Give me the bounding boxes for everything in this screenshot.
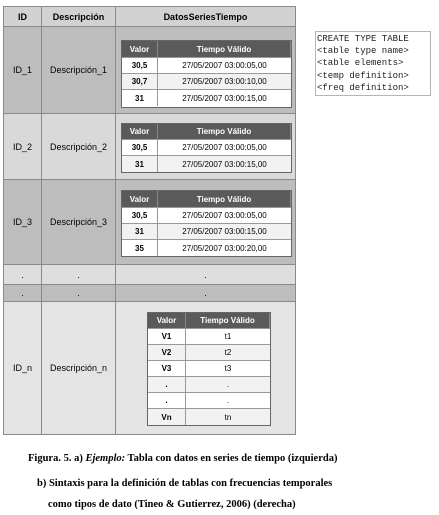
header-id: ID	[4, 7, 42, 26]
series-time: t1	[224, 332, 232, 341]
series-value: 35	[122, 240, 158, 256]
series-row	[122, 208, 291, 224]
series-cell	[116, 180, 295, 264]
series-time: 27/05/2007 03:00:15,00	[182, 159, 267, 169]
inner-header-row	[122, 124, 291, 140]
row-description: Descripción_3	[42, 180, 116, 264]
series-time: t3	[224, 364, 232, 373]
row-description: .	[42, 265, 116, 284]
series-row	[148, 393, 270, 409]
figure-caption-line-3: como tipos de dato (Tineo & Gutierrez, 2006) (derecha)	[48, 499, 296, 510]
series-value: V1	[148, 329, 186, 344]
series-time: t2	[224, 348, 232, 357]
series-value: .	[148, 377, 186, 392]
inner-series-table	[147, 312, 271, 426]
row-description: Descripción_2	[42, 114, 116, 179]
series-cell	[116, 302, 295, 434]
caption-example: Ejemplo:	[85, 453, 126, 464]
table-row	[4, 27, 295, 114]
series-time: 27/05/2007 03:00:05,00	[182, 211, 267, 220]
syntax-line: <temp definition>	[317, 70, 409, 81]
ellipsis-row	[4, 285, 295, 302]
inner-series-table	[121, 190, 292, 257]
series-value: 30,5	[122, 58, 158, 73]
series-time: 27/05/2007 03:00:15,00	[182, 93, 267, 103]
series-time: 27/05/2007 03:00:15,00	[182, 227, 267, 236]
row-id: .	[4, 265, 42, 284]
inner-header-valor: Valor	[122, 191, 158, 207]
table-row	[4, 180, 295, 265]
table-row	[4, 114, 295, 180]
series-row	[148, 345, 270, 361]
table-header-row	[4, 7, 295, 27]
inner-header-tiempo: Tiempo Válido	[186, 313, 270, 328]
ellipsis-row	[4, 265, 295, 285]
series-cell	[116, 114, 295, 179]
series-value: 30,5	[122, 208, 158, 223]
row-id: ID_n	[4, 302, 42, 434]
row-description: Descripción_1	[42, 27, 116, 113]
series-value: 31	[122, 224, 158, 239]
inner-header-row	[122, 191, 291, 208]
series-row	[122, 74, 291, 90]
inner-header-valor: Valor	[122, 41, 158, 57]
inner-series-table	[121, 40, 292, 108]
series-value: 30,7	[122, 74, 158, 89]
series-value: Vn	[148, 409, 186, 425]
caption-prefix: Figura. 5. a)	[28, 453, 86, 464]
create-type-syntax-box	[315, 31, 431, 96]
series-row	[122, 90, 291, 106]
figure-caption-line-1	[28, 453, 439, 464]
series-row	[122, 240, 291, 256]
series-time: 27/05/2007 03:00:05,00	[182, 61, 267, 70]
time-series-table	[3, 6, 296, 435]
series-row	[122, 156, 291, 172]
row-description: .	[42, 285, 116, 301]
series-row	[148, 377, 270, 393]
row-description: Descripción_n	[42, 302, 116, 434]
syntax-line: <table type name>	[317, 46, 409, 57]
syntax-line: <freq definition>	[317, 82, 409, 93]
series-row	[122, 58, 291, 74]
inner-series-table	[121, 123, 292, 173]
figure-caption-line-2: b) Sintaxis para la definición de tablas con frecuencias temporales	[37, 478, 333, 489]
series-row	[148, 329, 270, 345]
syntax-line: CREATE TYPE TABLE	[317, 34, 409, 44]
inner-header-row	[148, 313, 270, 329]
series-value: .	[148, 393, 186, 408]
row-id: .	[4, 285, 42, 301]
syntax-line: <table elements>	[317, 58, 404, 69]
series-row	[148, 361, 270, 377]
row-id: ID_3	[4, 180, 42, 264]
series-value: 30,5	[122, 140, 158, 155]
series-time: 27/05/2007 03:00:05,00	[182, 143, 267, 152]
series-time: tn	[224, 412, 232, 422]
series-cell: .	[204, 269, 207, 280]
series-time: 27/05/2007 03:00:10,00	[182, 77, 267, 86]
series-cell: .	[204, 288, 207, 298]
series-value: 31	[122, 90, 158, 106]
series-time: .	[226, 396, 230, 405]
inner-header-tiempo: Tiempo Válido	[158, 41, 291, 57]
caption-rest: Tabla con datos en series de tiempo (izquierda)	[125, 453, 338, 464]
series-row	[122, 224, 291, 240]
header-datos-series-tiempo: DatosSeriesTiempo	[163, 11, 248, 22]
series-cell	[116, 27, 295, 113]
series-row	[148, 409, 270, 425]
inner-header-row	[122, 41, 291, 58]
inner-header-tiempo: Tiempo Válido	[158, 124, 291, 139]
row-id: ID_2	[4, 114, 42, 179]
series-value: V2	[148, 345, 186, 360]
series-value: 31	[122, 156, 158, 172]
series-value: V3	[148, 361, 186, 376]
inner-header-valor: Valor	[122, 124, 158, 139]
inner-header-valor: Valor	[148, 313, 186, 328]
inner-header-tiempo: Tiempo Válido	[158, 191, 291, 207]
header-descripcion: Descripción	[42, 7, 116, 26]
row-id: ID_1	[4, 27, 42, 113]
table-row	[4, 302, 295, 434]
series-row	[122, 140, 291, 156]
series-time: 27/05/2007 03:00:20,00	[182, 243, 267, 253]
series-time: .	[226, 380, 230, 389]
